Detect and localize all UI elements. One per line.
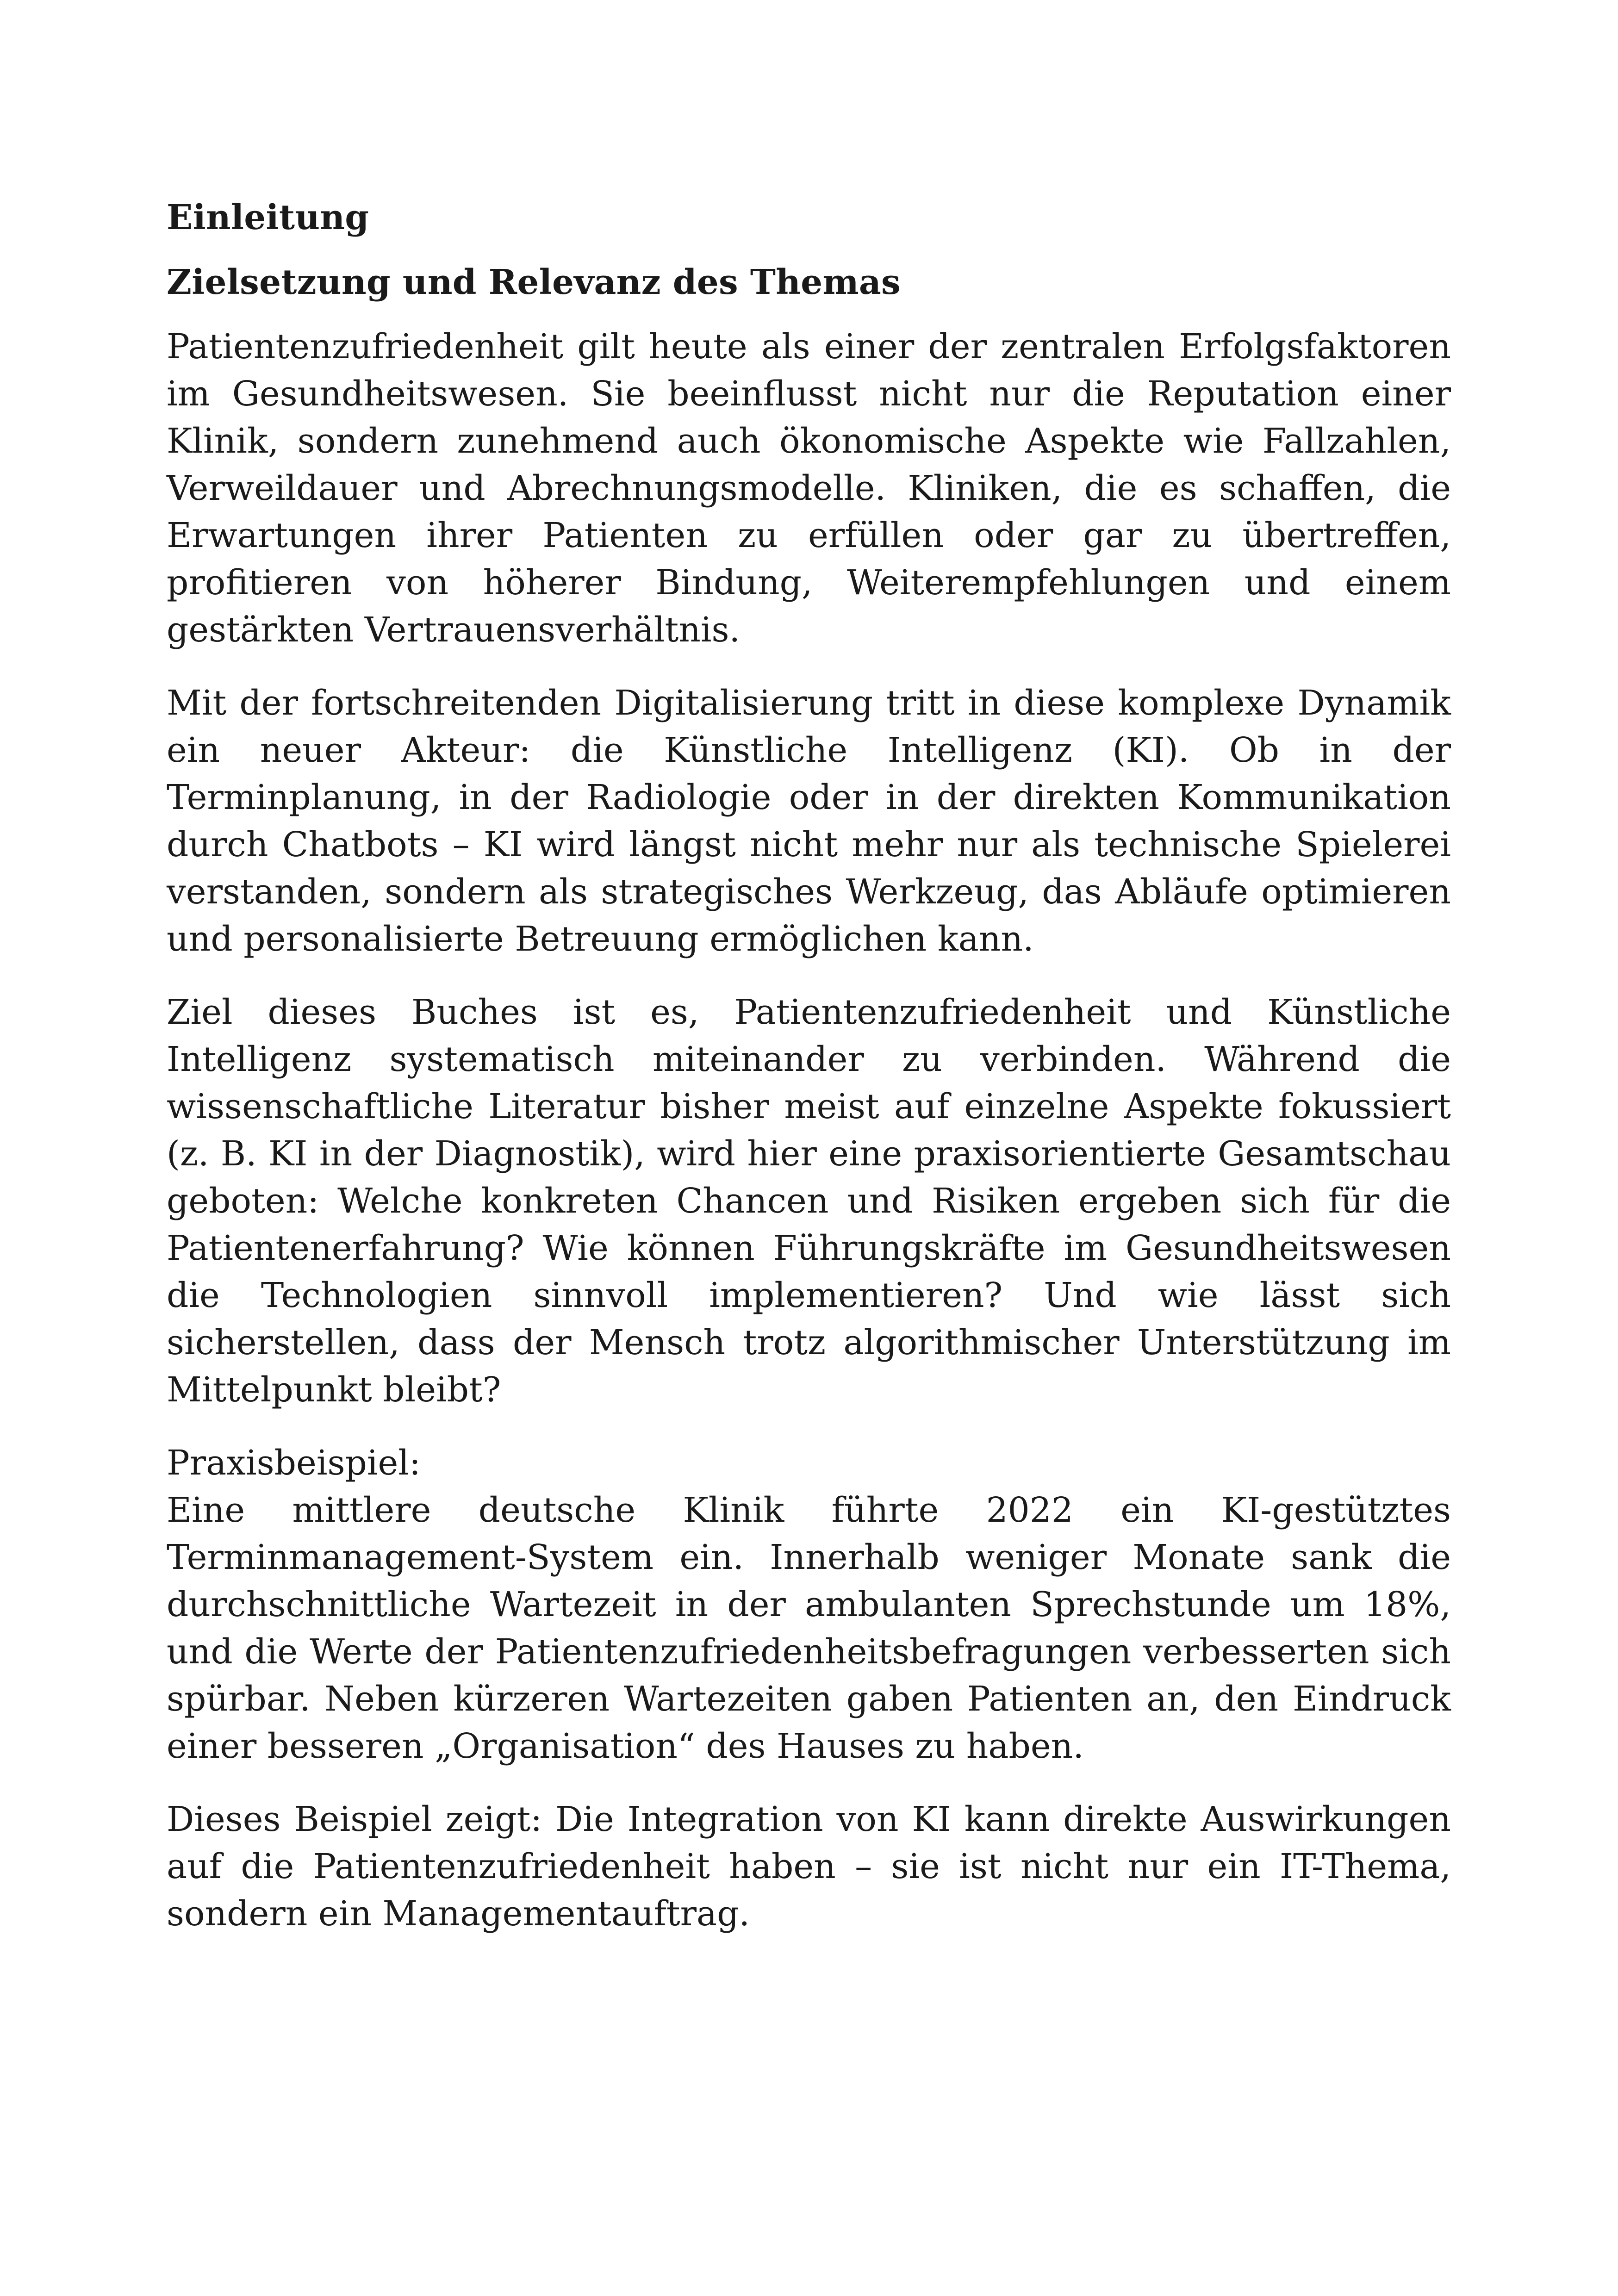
practice-example-label: Praxisbeispiel: (167, 1443, 421, 1483)
conclusion-paragraph: Dieses Beispiel zeigt: Die Integration von KI kann direkte Auswirkungen auf die Patientenzufriedenheit haben – sie ist nicht nur ein IT-Thema, sondern ein Managementauftrag. (167, 1799, 1451, 1934)
practice-example (167, 1439, 1451, 1770)
document-page (167, 194, 1451, 1937)
paragraph-2: Mit der fortschreitenden Digitalisierung tritt in diese komplexe Dynamik ein neuer Akteur: die Künstliche Intelligenz (KI). Ob in der Terminplanung, in der Radiologie oder in der direkten Kommunikation durch Chatbots – KI wird längst nicht mehr nur als technische Spielerei verstanden, sondern als strategisches Werkzeug, das Abläufe optimieren und personalisierte Betreuung ermöglichen kann. (167, 683, 1451, 959)
paragraph-1: Patientenzufriedenheit gilt heute als einer der zentralen Erfolgsfaktoren im Gesundheitswesen. Sie beeinflusst nicht nur die Reputation einer Klinik, sondern zunehmend auch ökonomische Aspekte wie Fallzahlen, Verweildauer und Abrechnungsmodelle. Kliniken, die es schaffen, die Erwartungen ihrer Patienten zu erfüllen oder gar zu übertreffen, profitieren von höherer Bindung, Weiterempfehlungen und einem gestärkten Vertrauensverhältnis. (167, 327, 1451, 650)
practice-example-text: Eine mittlere deutsche Klinik führte 2022 ein KI-gestütztes Terminmanagement-System ein. Innerhalb weniger Monate sank die durchschnittliche Wartezeit in der ambulanten Sprechstunde um 18%, und die Werte der Patientenzufriedenheitsbefragungen verbesserten sich spürbar. Neben kürzeren Wartezeiten gaben Patienten an, den Eindruck einer besseren „Organisation“ des Hauses zu haben. (167, 1490, 1451, 1766)
paragraph-3: Ziel dieses Buches ist es, Patientenzufriedenheit und Künstliche Intelligenz systematisch miteinander zu verbinden. Während die wissenschaftliche Literatur bisher meist auf einzelne Aspekte fokussiert (z. B. KI in der Diagnostik), wird hier eine praxisorientierte Gesamtschau geboten: Welche konkreten Chancen und Risiken ergeben sich für die Patientenerfahrung? Wie können Führungskräfte im Gesundheitswesen die Technologien sinnvoll implementieren? Und wie lässt sich sicherstellen, dass der Mensch trotz algorithmischer Unterstützung im Mittelpunkt bleibt? (167, 992, 1451, 1410)
section-heading: Zielsetzung und Relevanz des Themas (167, 262, 901, 302)
chapter-heading: Einleitung (167, 198, 369, 237)
